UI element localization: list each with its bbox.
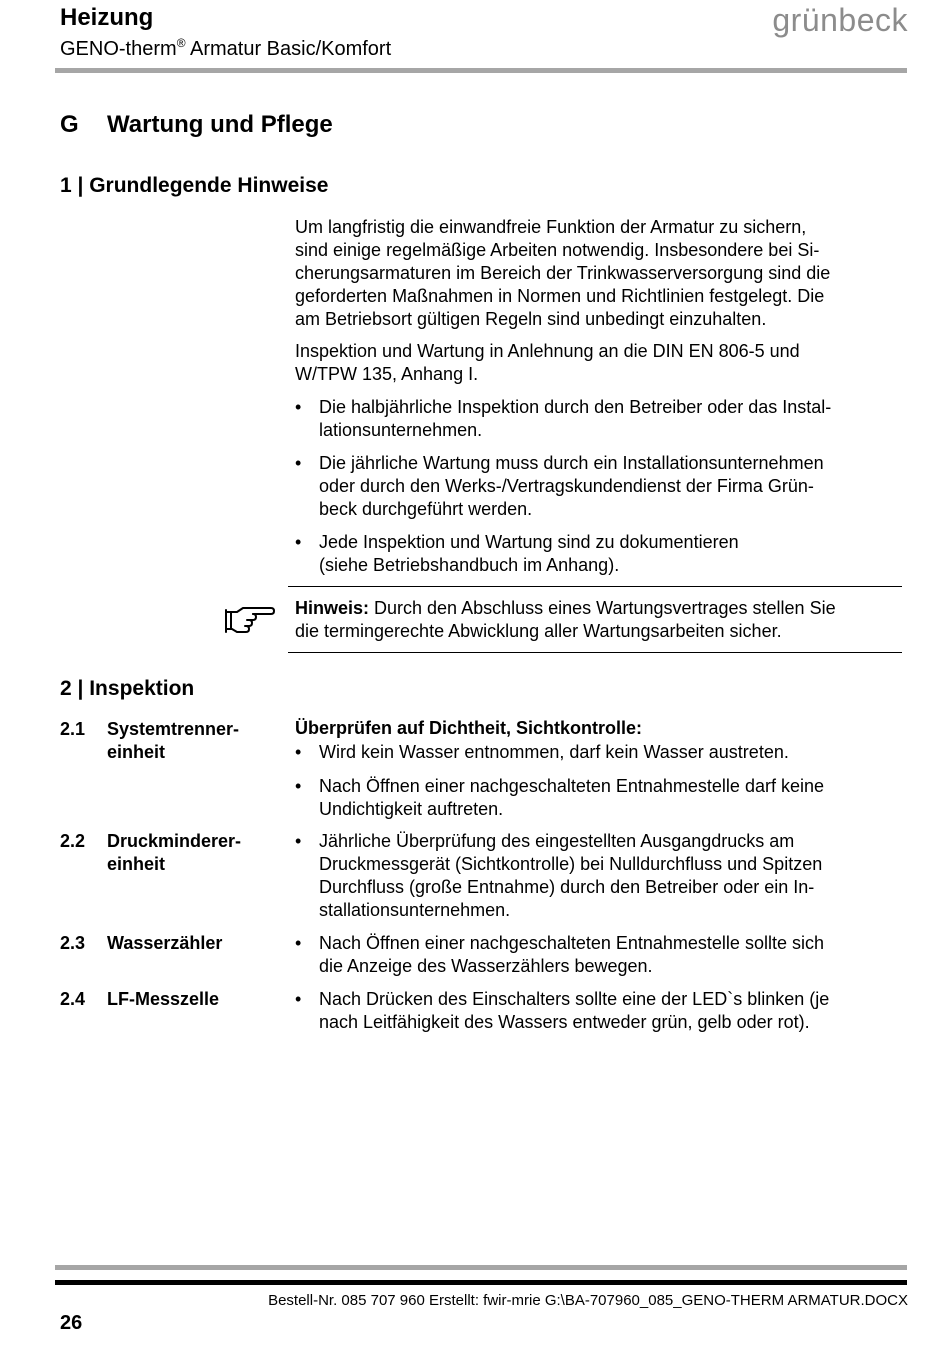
list-item-line: Druckmessgerät (Sichtkontrolle) bei Nulldurchfluss und Spitzen bbox=[319, 854, 823, 874]
footer-divider-gray bbox=[55, 1265, 907, 1270]
hint-text bbox=[295, 597, 895, 643]
list-item-line: Die halbjährliche Inspektion durch den Betreiber oder das Instal- bbox=[319, 397, 832, 417]
subsection-title: LF-Messzelle bbox=[107, 989, 220, 1009]
pointing-hand-icon bbox=[223, 600, 275, 638]
paragraph-din bbox=[295, 340, 895, 386]
hint-line: Durch den Abschluss eines Wartungsvertrages stellen Sie bbox=[369, 598, 836, 618]
brand-logo: grünbeck bbox=[772, 2, 908, 38]
list-item-line: Jede Inspektion und Wartung sind zu dokumentieren bbox=[319, 532, 739, 552]
subsection-number: 2.4 bbox=[60, 989, 86, 1009]
list-item-line: Durchfluss (große Entnahme) durch den Betreiber oder ein In- bbox=[319, 877, 815, 897]
subsection-title-line: einheit bbox=[107, 854, 166, 874]
footer-text: Bestell-Nr. 085 707 960 Erstellt: fwir-mrie G:\BA-707960_085_GENO-THERM ARMATUR.DOCX bbox=[268, 1292, 908, 1309]
paragraph-line: am Betriebsort gültigen Regeln sind unbedingt einzuhalten. bbox=[295, 309, 767, 329]
subsection-title bbox=[107, 718, 267, 764]
list-item-line: Jährliche Überprüfung des eingestellten Ausgangdrucks am bbox=[319, 831, 795, 851]
section-title: Wartung und Pflege bbox=[107, 111, 333, 138]
paragraph-line: W/TPW 135, Anhang I. bbox=[295, 364, 479, 384]
subsection-title-line: Systemtrenner- bbox=[107, 719, 240, 739]
hint-label: Hinweis: bbox=[295, 598, 370, 618]
paragraph-line: Um langfristig die einwandfreie Funktion der Armatur zu sichern, bbox=[295, 217, 807, 237]
subsection-title-line: Druckminderer- bbox=[107, 831, 242, 851]
paragraph-intro bbox=[295, 216, 895, 331]
bullet-dot: • bbox=[295, 831, 302, 851]
paragraph-line: cherungsarmaturen im Bereich der Trinkwasserversorgung sind die bbox=[295, 263, 831, 283]
subsection-title-line: einheit bbox=[107, 742, 166, 762]
bullet-dot: • bbox=[295, 933, 302, 953]
subsection-number: 2.1 bbox=[60, 719, 86, 739]
paragraph-line: Inspektion und Wartung in Anlehnung an die DIN EN 806-5 und bbox=[295, 341, 800, 361]
list-item-line: nach Leitfähigkeit des Wassers entweder grün, gelb oder rot). bbox=[319, 1012, 810, 1032]
list-item-line: (siehe Betriebshandbuch im Anhang). bbox=[319, 555, 620, 575]
check-title: Überprüfen auf Dichtheit, Sichtkontrolle: bbox=[295, 718, 643, 738]
bullet-dot: • bbox=[295, 532, 302, 552]
heading-inspektion: 2 | Inspektion bbox=[60, 677, 195, 700]
heading-grundlegende-hinweise: 1 | Grundlegende Hinweise bbox=[60, 174, 329, 197]
list-item-line: die Anzeige des Wasserzählers bewegen. bbox=[319, 956, 653, 976]
hint-line: die termingerechte Abwicklung aller Wartungsarbeiten sicher. bbox=[295, 621, 782, 641]
list-item-line: beck durchgeführt werden. bbox=[319, 499, 533, 519]
header-divider bbox=[55, 68, 907, 73]
list-item-line: Nach Drücken des Einschalters sollte eine der LED`s blinken (je bbox=[319, 989, 830, 1009]
bullet-dot: • bbox=[295, 397, 302, 417]
list-item-line: stallationsunternehmen. bbox=[319, 900, 511, 920]
list-item-line: Wird kein Wasser entnommen, darf kein Wasser austreten. bbox=[319, 742, 789, 762]
subsection-number: 2.3 bbox=[60, 933, 86, 953]
hint-top-rule bbox=[288, 586, 902, 587]
bullet-dot: • bbox=[295, 742, 302, 762]
header-subtitle bbox=[60, 36, 391, 61]
list-item-line: oder durch den Werks-/Vertragskundendienst der Firma Grün- bbox=[319, 476, 814, 496]
page-number: 26 bbox=[60, 1312, 83, 1334]
header-subtitle-rest: Armatur Basic/Komfort bbox=[185, 38, 392, 60]
bullet-dot: • bbox=[295, 989, 302, 1009]
footer-divider-black bbox=[55, 1280, 907, 1285]
hint-bottom-rule bbox=[288, 652, 902, 653]
registered-mark: ® bbox=[176, 36, 186, 50]
bullet-dot: • bbox=[295, 453, 302, 473]
section-letter: G bbox=[60, 111, 79, 138]
bullet-dot: • bbox=[295, 776, 302, 796]
header-title: Heizung bbox=[60, 4, 154, 31]
list-item-line: Nach Öffnen einer nachgeschalteten Entnahmestelle darf keine bbox=[319, 776, 824, 796]
paragraph-line: sind einige regelmäßige Arbeiten notwendig. Insbesondere bei Si- bbox=[295, 240, 820, 260]
list-item-line: Undichtigkeit auftreten. bbox=[319, 799, 504, 819]
list-item-line: lationsunternehmen. bbox=[319, 420, 483, 440]
header-subtitle-main: GENO-therm bbox=[60, 38, 177, 60]
subsection-number: 2.2 bbox=[60, 831, 86, 851]
paragraph-line: geforderten Maßnahmen in Normen und Richtlinien festgelegt. Die bbox=[295, 286, 825, 306]
list-item-line: Die jährliche Wartung muss durch ein Installationsunternehmen bbox=[319, 453, 824, 473]
subsection-title bbox=[107, 830, 267, 876]
list-item-line: Nach Öffnen einer nachgeschalteten Entnahmestelle sollte sich bbox=[319, 933, 824, 953]
subsection-title: Wasserzähler bbox=[107, 933, 223, 953]
